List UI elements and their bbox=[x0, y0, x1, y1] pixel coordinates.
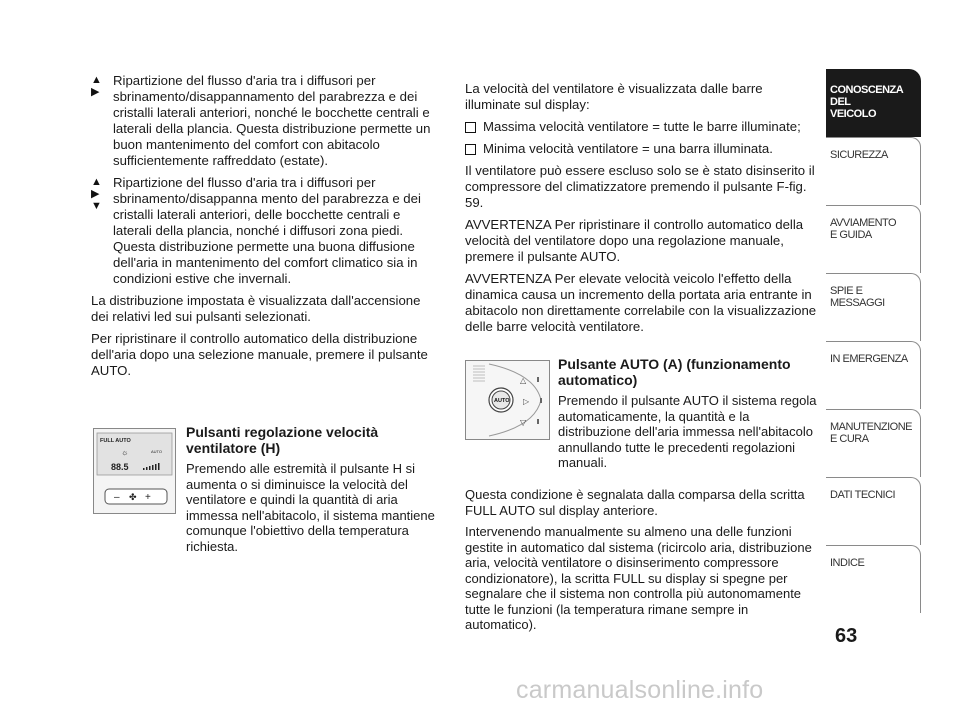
tab-label: SICUREZZA bbox=[830, 149, 888, 161]
restore-auto-paragraph: Per ripristinare il controllo automatico della distribuzione dell'aria dopo una selezione manuale, premere il pulsante AUTO. bbox=[91, 331, 428, 378]
fan-plus-icon: + bbox=[145, 492, 151, 503]
check-item-max bbox=[465, 119, 817, 135]
airflow-arrows-icon: ▲ ▶ ▼ bbox=[91, 176, 102, 212]
fan-speed-heading: Pulsanti regolazione velocità ventilatore (H) bbox=[186, 424, 379, 456]
watermark: carmanualsonline.info bbox=[516, 676, 764, 704]
right-column bbox=[465, 81, 817, 341]
arrow-up-icon: △ bbox=[520, 376, 527, 385]
arrow-right-icon: ▷ bbox=[523, 397, 530, 406]
temperature-digits: 88.5 bbox=[111, 462, 129, 472]
fan-minus-icon: – bbox=[114, 492, 120, 503]
manual-override-paragraph: Intervenendo manualmente su almeno una delle funzioni gestite in automatico dal sistema (ricircolo aria, distribuzione aria, velocità ventilatore o disinserimento compressore condizionatore), la scritta FULL su display si spegne per segnalare che il sistema non controlla più autonomamente tutte le funzioni (la temperatura rimane sempre in automatico). bbox=[465, 524, 812, 632]
check-item-min bbox=[465, 141, 817, 157]
auto-section bbox=[558, 356, 817, 471]
tab-label: MANUTENZIONE E CURA bbox=[830, 421, 912, 445]
fan-speed-description: Premendo alle estremità il pulsante H si aumenta o si diminuisce la velocità del ventilatore e quindi la quantità di aria immessa nell'abitacolo, il sistema mantiene comunque l'obiettivo della temperatura richiesta. bbox=[186, 461, 435, 554]
distribution-bullet-1 bbox=[91, 73, 441, 169]
led-indicator-icon bbox=[537, 377, 539, 382]
airflow-arrows-icon: ▲ ▶ bbox=[91, 74, 102, 98]
right-lower-text bbox=[465, 487, 820, 639]
tab-spie-e-messaggi[interactable] bbox=[826, 273, 921, 341]
bullet-1-text: Ripartizione del flusso d'aria tra i diffusori per sbrinamento/disappannamento del parabrezza e dei cristalli laterali anteriori, nonché le bocchette centrali e laterali della plancia. Questa distribuzione permette un buon mantenimento del comfort con abitacolo sufficientemente raffreddato (estate). bbox=[113, 73, 431, 168]
checkbox-icon bbox=[465, 144, 476, 155]
fan-exclude-paragraph: Il ventilatore può essere escluso solo se è stato disinserito il compressore del climatizzatore premendo il pulsante F-fig. 59. bbox=[465, 163, 815, 210]
page-number: 63 bbox=[835, 625, 858, 647]
tab-label: DATI TECNICI bbox=[830, 489, 896, 501]
auto-small-label: AUTO bbox=[151, 449, 163, 454]
check-item-max-text: Massima velocità ventilatore = tutte le barre illuminate; bbox=[483, 119, 801, 134]
bullet-2-text: Ripartizione del flusso d'aria tra i diffusori per sbrinamento/disappanna mento del parabrezza e dei cristalli laterali anteriori, delle bocchette centrali e laterali della plancia, nonché i diffusori zona piedi. Questa distribuzione permette una buona diffusione dell'aria in mantenimento del comfort climatico sia in condizioni estive che invernali. bbox=[113, 175, 421, 286]
auto-heading: Pulsante AUTO (A) (funzionamento automatico) bbox=[558, 356, 791, 388]
tab-sicurezza[interactable] bbox=[826, 137, 921, 205]
auto-button-label: AUTO bbox=[494, 398, 510, 404]
check-item-min-text: Minima velocità ventilatore = una barra illuminata. bbox=[483, 141, 773, 156]
full-auto-display-label: FULL AUTO bbox=[100, 438, 131, 444]
tab-indice[interactable] bbox=[826, 545, 921, 613]
tab-in-emergenza[interactable] bbox=[826, 341, 921, 409]
tab-label: INDICE bbox=[830, 557, 865, 569]
tab-dati-tecnici[interactable] bbox=[826, 477, 921, 545]
auto-button-figure bbox=[465, 360, 550, 440]
warning-2: AVVERTENZA Per elevate velocità veicolo l'effetto della dinamica causa un incremento della portata aria entrante in abitacolo non direttamente correlabile con la visualizzazione delle barre velocità ventilatore. bbox=[465, 271, 817, 334]
fan-speed-panel-figure bbox=[93, 428, 176, 514]
fan-display-intro: La velocità del ventilatore è visualizzata dalle barre illuminate sul display: bbox=[465, 81, 763, 112]
chapter-sidebar bbox=[826, 69, 921, 613]
tab-label: IN EMERGENZA bbox=[830, 353, 908, 365]
sun-icon: ☼ bbox=[121, 448, 129, 457]
fan-icon: ✤ bbox=[129, 492, 137, 502]
arrow-down-icon: ▽ bbox=[520, 418, 527, 427]
tab-conoscenza-del-veicolo[interactable] bbox=[826, 69, 921, 137]
tab-label: AVVIAMENTO E GUIDA bbox=[830, 217, 897, 241]
tab-label: CONOSCENZA DEL VEICOLO bbox=[830, 84, 904, 120]
distribution-bullet-2 bbox=[91, 175, 441, 287]
distribution-paragraph: La distribuzione impostata è visualizzata dall'accensione dei relativi led sui pulsanti selezionati. bbox=[91, 293, 421, 324]
full-auto-paragraph: Questa condizione è segnalata dalla comparsa della scritta FULL AUTO sul display anteriore. bbox=[465, 487, 805, 518]
tab-manutenzione-e-cura[interactable] bbox=[826, 409, 921, 477]
fan-speed-section bbox=[186, 424, 441, 554]
tab-avviamento-e-guida[interactable] bbox=[826, 205, 921, 273]
checkbox-icon bbox=[465, 122, 476, 133]
auto-description: Premendo il pulsante AUTO il sistema regola automaticamente, la quantità e la distribuzione dell'aria immessa nell'abitacolo annullando tutte le precedenti regolazioni manuali. bbox=[558, 393, 817, 470]
warning-1: AVVERTENZA Per ripristinare il controllo automatico della velocità del ventilatore dopo una regolazione manuale, premere il pulsante AUTO. bbox=[465, 217, 804, 264]
led-indicator-icon bbox=[540, 398, 542, 403]
left-column bbox=[91, 73, 441, 385]
tab-label: SPIE E MESSAGGI bbox=[830, 285, 885, 309]
led-indicator-icon bbox=[537, 419, 539, 424]
